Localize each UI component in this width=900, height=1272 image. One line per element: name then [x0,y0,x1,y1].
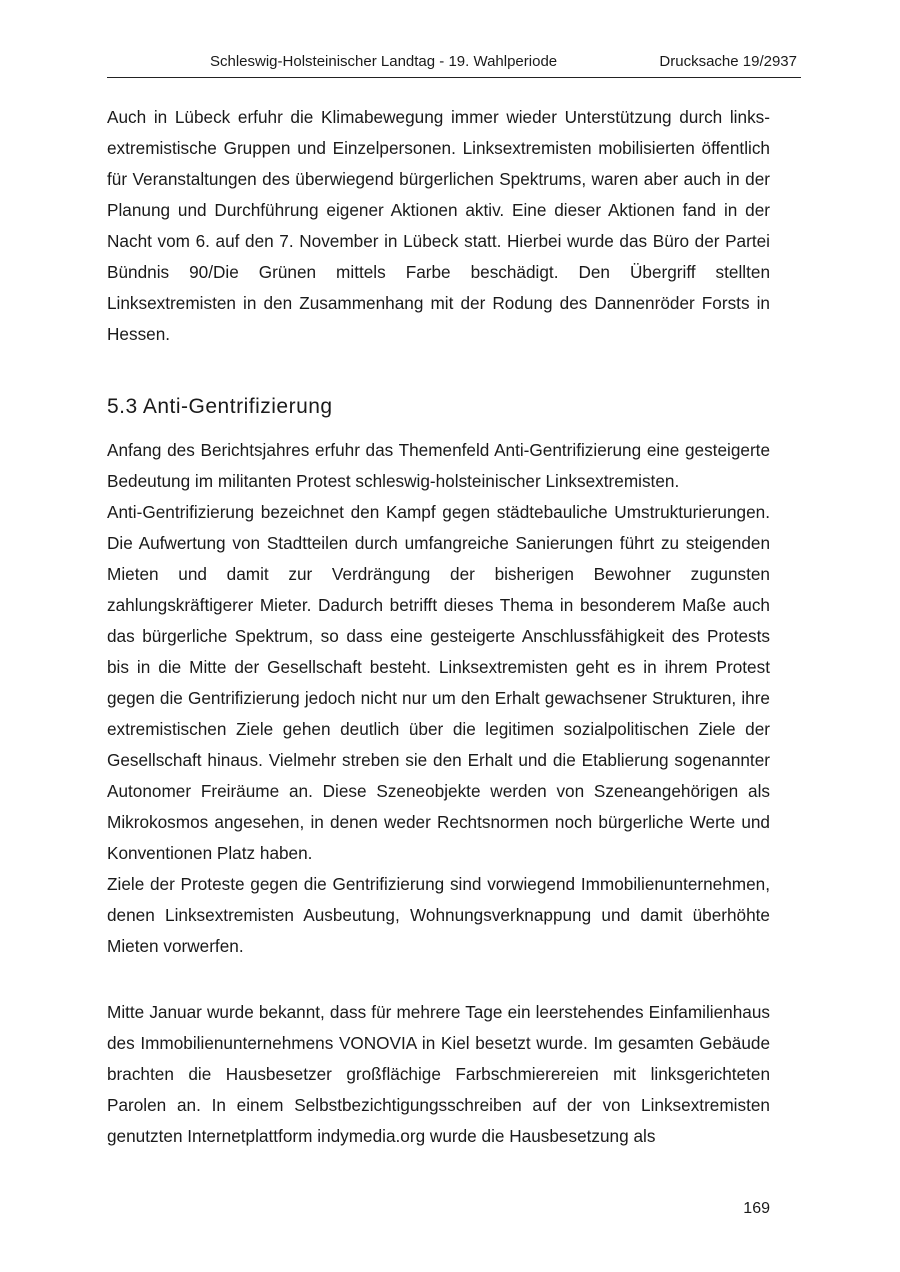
page-number: 169 [743,1200,770,1217]
document-number: Drucksache 19/2937 [659,53,797,70]
header-title: Schleswig-Holsteinischer Landtag - 19. Wahlperiode [210,53,558,70]
page-header [107,51,801,78]
section-body-paragraph: Anfang des Berichtsjahres erfuhr das Themenfeld Anti-Gentrifizierung eine gesteigerte Bedeutung im militanten Protest schleswig-holsteinischer Linksextremisten. Anti-Gentrifizierung bezeichnet den Kampf gegen städtebauliche Umstrukturierungen. Die Aufwertung von Stadtteilen durch umfangreiche Sanierungen führt zu steigenden Mieten und damit zur Verdrängung der bisherigen Bewohner zugunsten zahlungskräftigerer Mieter. Dadurch betrifft dieses Thema in besonderem Maße auch das bürgerliche Spektrum, so dass eine gesteigerte Anschlussfähigkeit des Protests bis in die Mitte der Gesellschaft besteht. Linksextremisten geht es in ihrem Protest gegen die Gentrifizierung jedoch nicht nur um den Erhalt gewachsener Strukturen, ihre extremistischen Ziele gehen deutlich über die legitimen sozialpolitischen Ziele der Gesellschaft hinaus. Vielmehr streben sie den Erhalt und die Etablierung sogenannter Autonomer Freiräume an. Diese Szeneobjekte werden von Szeneangehörigen als Mikrokosmos angesehen, in denen weder Rechtsnormen noch bürgerliche Werte und Konventionen Platz haben. Ziele der Proteste gegen die Gentrifizierung sind vorwiegend Immobilienunternehmen, denen Linksextremisten Ausbeutung, Wohnungsverknappung und damit überhöhte Mieten vorwerfen. [107,440,770,956]
intro-paragraph: Auch in Lübeck erfuhr die Klimabewegung immer wieder Unterstützung durch linksextremistische Gruppen und Einzelpersonen. Linksextremisten mobilisierten öffentlich für Veranstaltungen des überwiegend bürgerlichen Spektrums, waren aber auch in der Planung und Durchführung eigener Aktionen aktiv. Eine dieser Aktionen fand in der Nacht vom 6. auf den 7. November in Lübeck statt. Hierbei wurde das Büro der Partei Bündnis 90/Die Grünen mittels Farbe beschädigt. Den Übergriff stellten Linksextremisten in den Zusammenhang mit der Rodung des Dannenröder Forsts in Hessen. [107,107,770,344]
january-paragraph: Mitte Januar wurde bekannt, dass für mehrere Tage ein leerstehendes Einfamilienhaus des Immobilienunternehmens VONOVIA in Kiel besetzt wurde. Im gesamten Gebäude brachten die Hausbesetzer großflächige Farbschmierereien mit linksgerichteten Parolen an. In einem Selbstbezichtigungsschreiben auf der von Linksextremisten genutzten Internetplattform indymedia.org wurde die Hausbesetzung als [107,1002,770,1146]
section-heading: 5.3 Anti-Gentrifizierung [107,395,333,418]
